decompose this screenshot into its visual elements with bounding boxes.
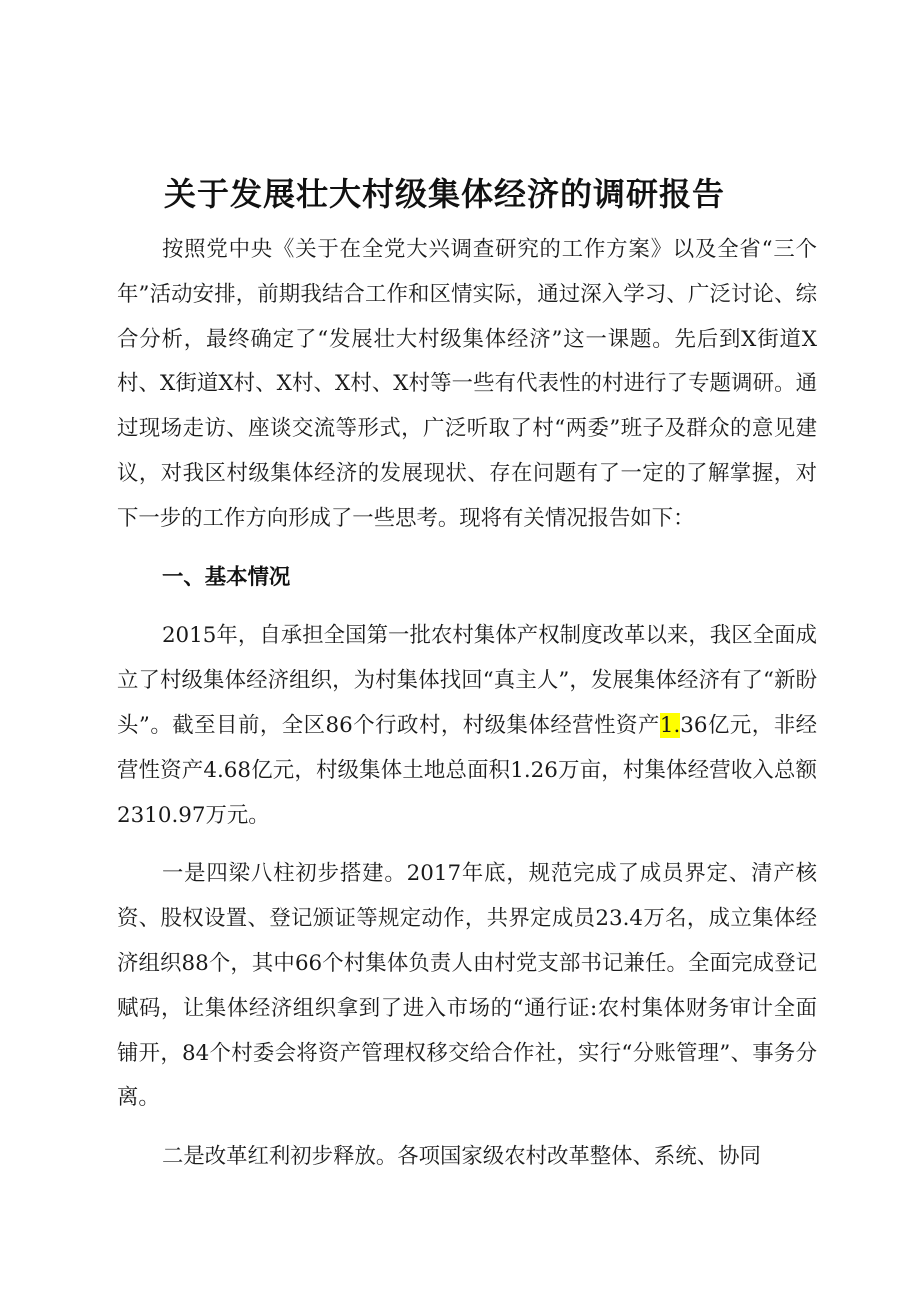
basic-situation-paragraph (117, 614, 817, 838)
highlighted-text: 1. (659, 712, 681, 738)
intro-paragraph: 按照党中央《关于在全党大兴调查研究的工作方案》以及全省“三个年”活动安排，前期我结合工作和区情实际，通过深入学习、广泛讨论、综合分析，最终确定了“发展壮大村级集体经济”这一课题。先后到X街道X村、X街道X村、X村、X村、X村等一些有代表性的村进行了专题调研。通过现场走访、座谈交流等形式，广泛听取了村“两委”班子及群众的意见建议，对我区村级集体经济的发展现状、存在问题有了一定的了解掌握，对下一步的工作方向形成了一些思考。现将有关情况报告如下： (117, 237, 817, 531)
paragraph-text-before-highlight: 2015年，自承担全国第一批农村集体产权制度改革以来，我区全面成立了村级集体经济组织，为村集体找回“真主人”，发展集体经济有了“新盼头”。截至目前，全区86个行政村，村级集体经营性资产 (117, 623, 817, 738)
document-title: 关于发展壮大村级集体经济的调研报告 (164, 175, 726, 213)
document-body (117, 168, 817, 1194)
framework-paragraph: 一是四梁八柱初步搭建。2017年底，规范完成了成员界定、清产核资、股权设置、登记颁证等规定动作，共界定成员23.4万名，成立集体经济组织88个，其中66个村集体负责人由村党支部书记兼任。全面完成登记赋码，让集体经济组织拿到了进入市场的“通行证:农村集体财务审计全面铺开，84个村委会将资产管理权移交给合作社，实行“分账管理”、事务分离。 (117, 861, 817, 1111)
reform-dividend-paragraph: 二是改革红利初步释放。各项国家级农村改革整体、系统、协同 (161, 1144, 761, 1170)
paragraph-text-after-highlight: 36亿元，非经营性资产4.68亿元，村级集体土地总面积1.26万亩，村集体经营收入总额2310.97万元。 (117, 712, 817, 828)
section-heading-basic-situation: 一、基本情况 (161, 564, 291, 590)
